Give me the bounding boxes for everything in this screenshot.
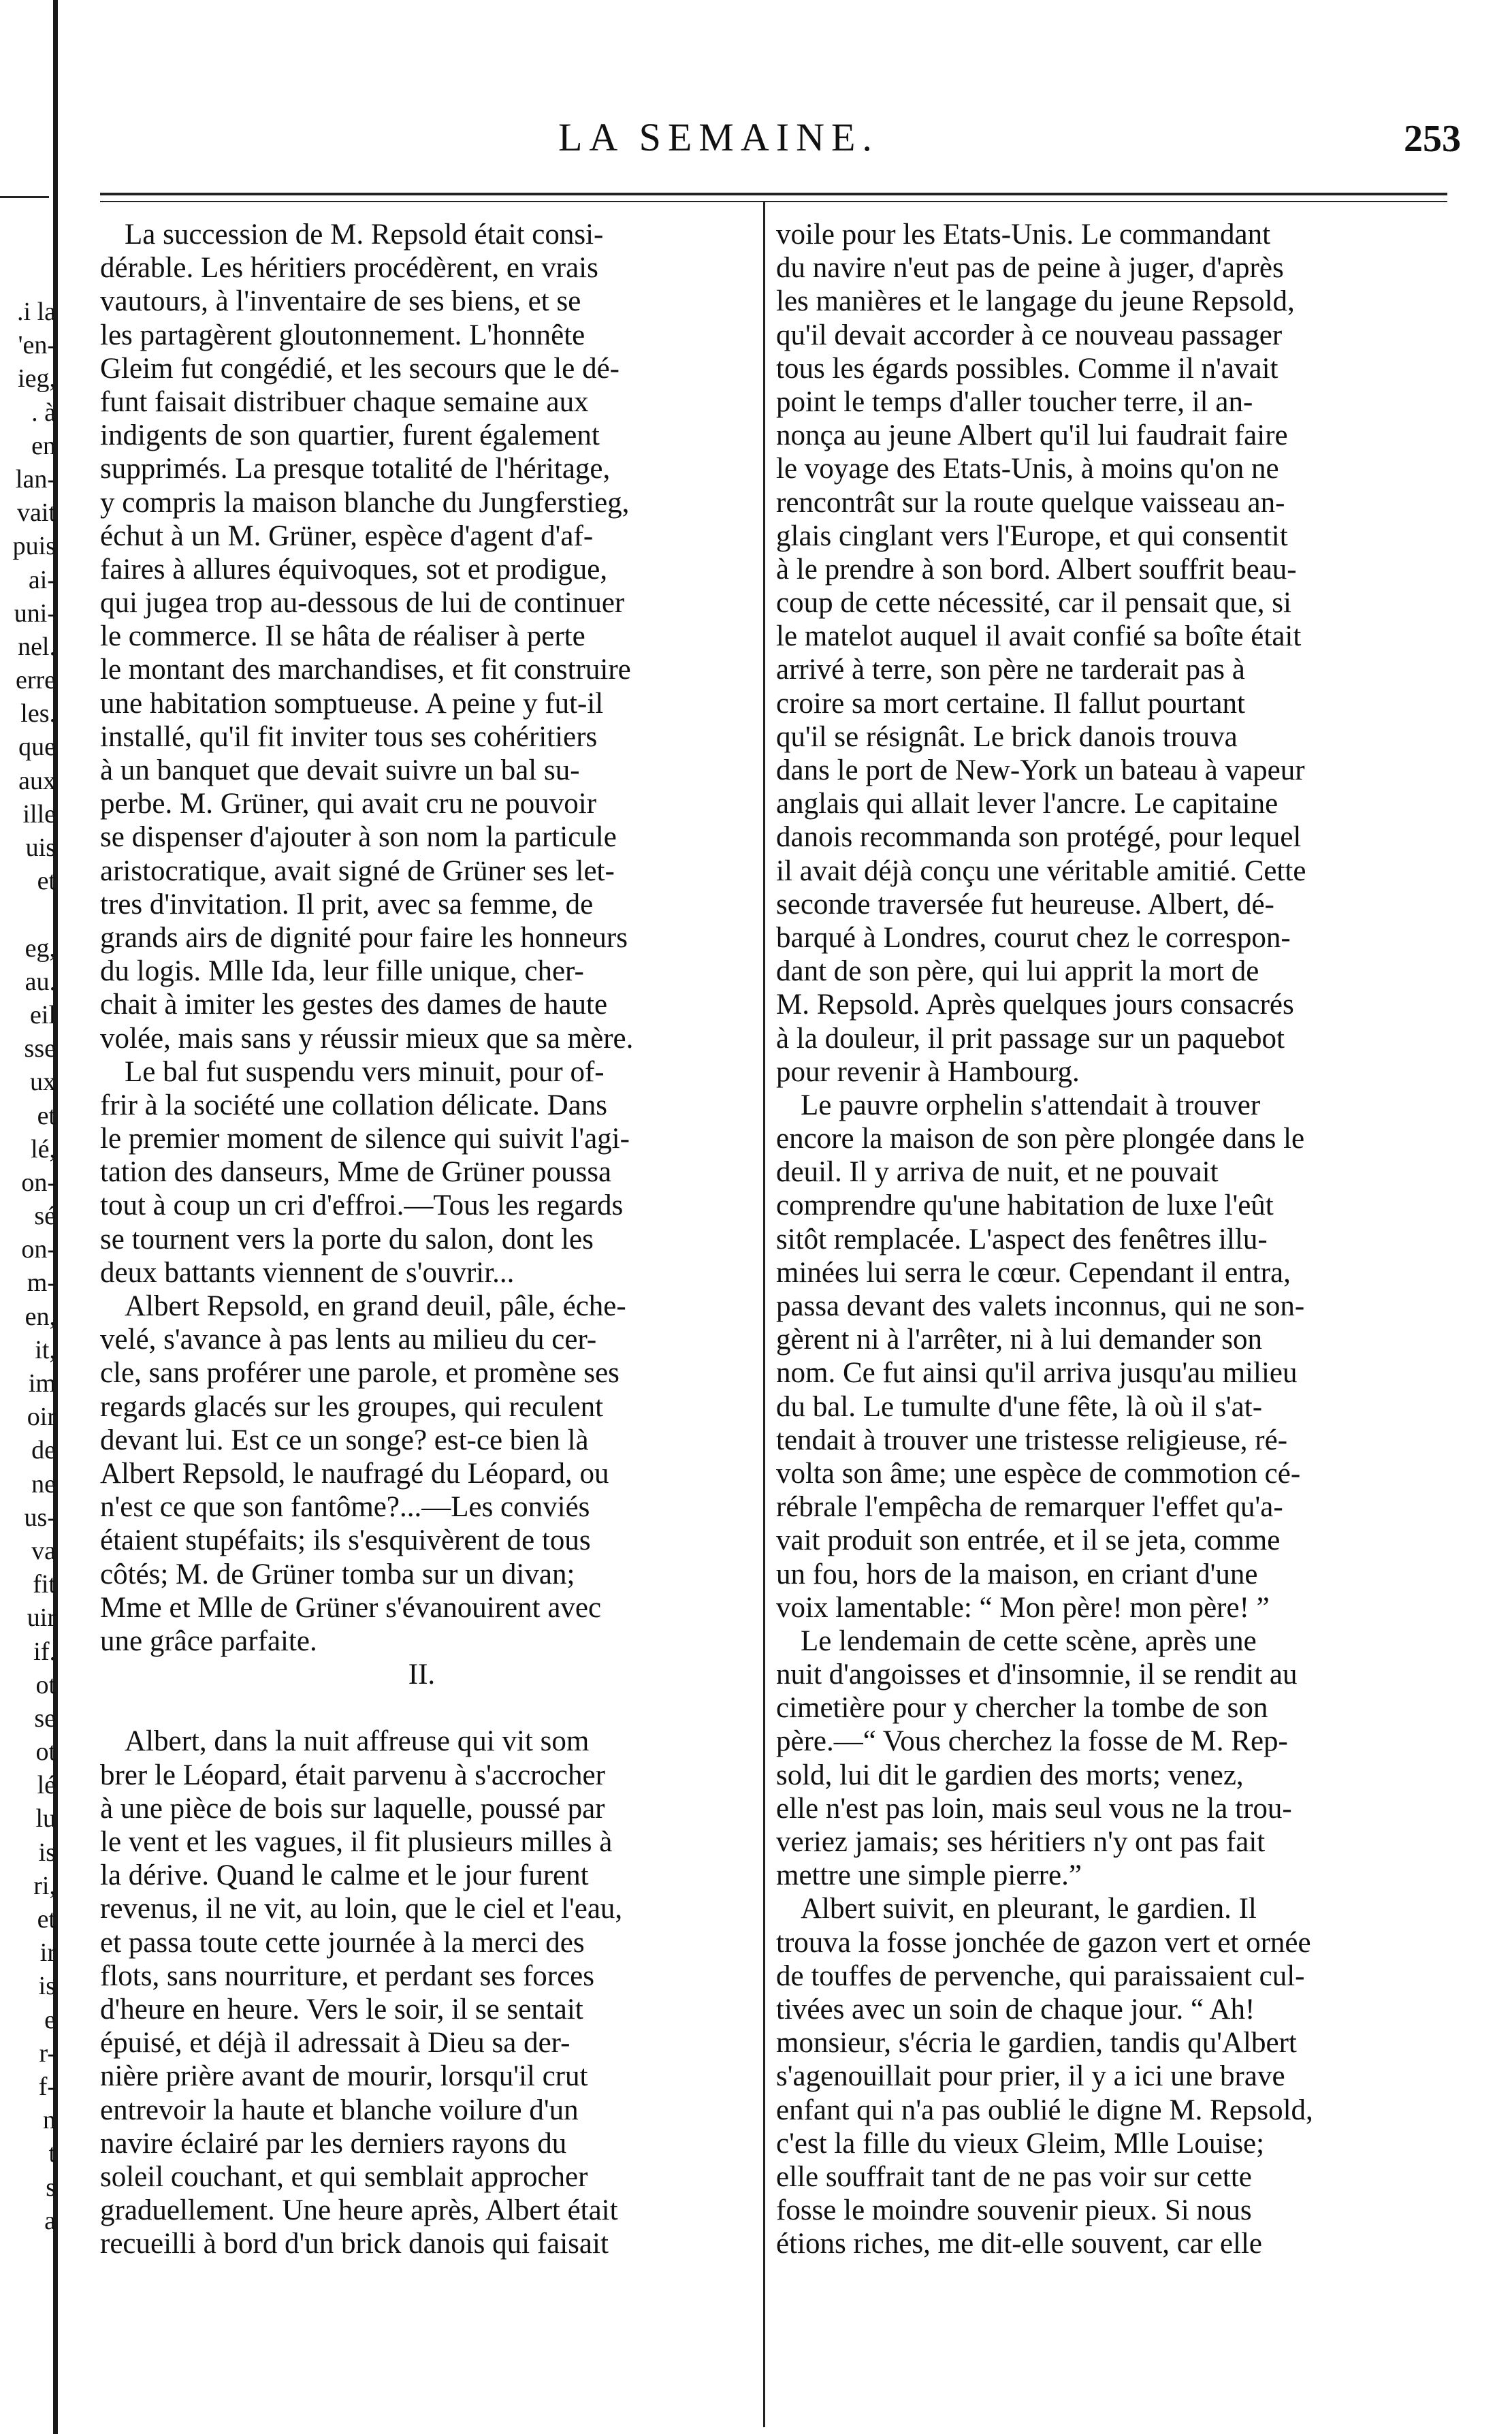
text-line: du navire n'eut pas de peine à juger, d'après xyxy=(776,252,1284,285)
text-line: une grâce parfaite. xyxy=(100,1624,317,1657)
fragment-line: et xyxy=(37,867,56,896)
text-line: dérable. Les héritiers procédèrent, en vrais xyxy=(100,252,598,285)
text-line: Albert Repsold, le naufragé du Léopard, ou xyxy=(100,1457,609,1490)
text-line: arrivé à terre, son père ne tarderait pas à xyxy=(776,654,1245,686)
fragment-line: va xyxy=(31,1536,56,1565)
fragment-line: us- xyxy=(24,1503,56,1532)
text-line: la dérive. Quand le calme et le jour furent xyxy=(100,1859,589,1892)
fragment-line: en xyxy=(31,431,56,460)
text-line: le vent et les vagues, il fit plusieurs milles à xyxy=(100,1826,613,1858)
text-line: indigents de son quartier, furent également xyxy=(100,419,600,452)
text-line: se dispenser d'ajouter à son nom la particule xyxy=(100,821,617,854)
fragment-line: 'en- xyxy=(18,331,56,360)
text-line: trouva la fosse jonchée de gazon vert et ornée xyxy=(776,1926,1311,1959)
text-line: dans le port de New-York un bateau à vapeur xyxy=(776,754,1305,786)
header-rule-bottom xyxy=(100,201,1447,202)
fragment-line: . à xyxy=(31,398,56,427)
text-line: rencontrât sur la route quelque vaisseau an- xyxy=(776,486,1285,519)
text-line: il avait déjà conçu une véritable amitié. Cette xyxy=(776,854,1306,887)
text-line: nuit d'angoisses et d'insomnie, il se rendit au xyxy=(776,1659,1298,1691)
text-line: nom. Ce fut ainsi qu'il arriva jusqu'au milieu xyxy=(776,1357,1298,1390)
text-line: à un banquet que devait suivre un bal su- xyxy=(100,754,580,786)
text-line: comprendre qu'une habitation de luxe l'eût xyxy=(776,1189,1274,1222)
fragment-line: au. xyxy=(25,967,56,996)
text-line: qu'il se résignât. Le brick danois trouva xyxy=(776,720,1238,753)
text-line: M. Repsold. Après quelques jours consacrés xyxy=(776,989,1294,1021)
text-line: rébrale l'empêcha de remarquer l'effet qu'a- xyxy=(776,1491,1283,1524)
fragment-line: oir xyxy=(27,1403,56,1432)
text-line: navire éclairé par les derniers rayons du xyxy=(100,2127,567,2160)
text-line: sitôt remplacée. L'aspect des fenêtres illu- xyxy=(776,1223,1268,1255)
fragment-line: ot xyxy=(35,1738,56,1767)
adjacent-page-fragment xyxy=(0,295,56,2238)
text-line: deux battants viennent de s'ouvrir... xyxy=(100,1256,515,1289)
fragment-line: it, xyxy=(35,1335,56,1364)
text-line: aristocratique, avait signé de Grüner ses let- xyxy=(100,854,615,887)
text-line: vautours, à l'inventaire de ses biens, et se xyxy=(100,285,581,318)
text-line: Gleim fut congédié, et les secours que le dé- xyxy=(100,352,620,385)
text-line: dant de son père, qui lui apprit la mort de xyxy=(776,955,1259,988)
text-line: devant lui. Est ce un songe? est-ce bien là xyxy=(100,1424,589,1456)
text-line: brer le Léopard, était parvenu à s'accrocher xyxy=(100,1759,605,1791)
text-line xyxy=(100,1691,743,1725)
text-line: soleil couchant, et qui semblait approcher xyxy=(100,2160,588,2193)
text-line: le matelot auquel il avait confié sa boîte était xyxy=(776,620,1302,653)
text-line: nière prière avant de mourir, lorsqu'il crut xyxy=(100,2060,588,2093)
text-line: du bal. Le tumulte d'une fête, là où il s'at- xyxy=(776,1390,1263,1423)
text-line: funt faisait distribuer chaque semaine aux xyxy=(100,385,589,418)
text-line: y compris la maison blanche du Jungferstieg, xyxy=(100,486,630,519)
fragment-line: sé xyxy=(34,1202,56,1231)
fragment-line: vait xyxy=(17,498,56,528)
text-line: le premier moment de silence qui suivit l'agi- xyxy=(100,1123,630,1155)
fragment-line: ri, xyxy=(33,1871,56,1900)
text-line: se tournent vers la porte du salon, dont les xyxy=(100,1223,594,1255)
text-line: un fou, hors de la maison, en criant d'une xyxy=(776,1558,1258,1590)
fragment-line: lu xyxy=(35,1804,56,1833)
text-line: Albert, dans la nuit affreuse qui vit som xyxy=(125,1725,590,1758)
text-line: anglais qui allait lever l'ancre. Le capitaine xyxy=(776,788,1278,820)
text-line: passa devant des valets inconnus, qui ne son- xyxy=(776,1290,1305,1322)
left-column xyxy=(100,218,743,2260)
text-line: voile pour les Etats-Unis. Le commandant xyxy=(776,219,1271,251)
text-line: épuisé, et déjà il adressait à Dieu sa der- xyxy=(100,2027,570,2060)
header-rule-top xyxy=(100,193,1447,195)
fragment-line: lan- xyxy=(15,464,56,494)
fragment-line: eg, xyxy=(25,933,56,963)
fragment-line: puis xyxy=(12,532,56,561)
text-line: monsieur, s'écria le gardien, tandis qu'Albert xyxy=(776,2027,1297,2060)
fragment-line: ai- xyxy=(28,565,56,594)
text-line: volta son âme; une espèce de commotion cé- xyxy=(776,1457,1301,1490)
text-line: les partagèrent gloutonnement. L'honnête xyxy=(100,319,585,351)
text-line: frir à la société une collation délicate. Dans xyxy=(100,1089,608,1121)
text-line: à le prendre à son bord. Albert souffrit beau- xyxy=(776,553,1297,586)
column-divider xyxy=(763,201,765,2427)
fragment-line: r- xyxy=(39,2038,56,2068)
fragment-line: lé, xyxy=(31,1134,56,1164)
fragment-line: is xyxy=(38,1972,56,2001)
text-line: étaient stupéfaits; ils s'esquivèrent de tous xyxy=(100,1524,591,1557)
text-line: tous les égards possibles. Comme il n'avait xyxy=(776,352,1278,385)
running-head: LA SEMAINE. xyxy=(558,115,879,159)
text-line: de touffes de pervenche, qui paraissaient cul- xyxy=(776,1959,1305,1992)
text-line: supprimés. La presque totalité de l'héritage, xyxy=(100,453,611,485)
text-line: Le lendemain de cette scène, après une xyxy=(801,1624,1257,1657)
fragment-line: e xyxy=(44,2005,56,2034)
text-line: graduellement. Une heure après, Albert était xyxy=(100,2194,618,2227)
text-line: barqué à Londres, courut chez le correspon- xyxy=(776,921,1291,954)
text-line: encore la maison de son père plongée dans le xyxy=(776,1123,1305,1155)
text-line: étions riches, me dit-elle souvent, car elle xyxy=(776,2228,1263,2260)
fragment-line: im xyxy=(28,1369,56,1398)
text-line: veriez jamais; ses héritiers n'y ont pas fait xyxy=(776,1826,1266,1858)
text-line: grands airs de dignité pour faire les honneurs xyxy=(100,921,628,954)
text-line: du logis. Mlle Ida, leur fille unique, cher- xyxy=(100,955,584,988)
fragment-line: if. xyxy=(33,1637,56,1666)
fragment-line: uir xyxy=(27,1603,56,1633)
fragment-line: s xyxy=(46,2173,56,2202)
text-line: tendait à trouver une tristesse religieuse, ré- xyxy=(776,1424,1288,1456)
fragment-line: lé xyxy=(37,1771,56,1800)
text-line: minées lui serra le cœur. Cependant il entra, xyxy=(776,1256,1291,1289)
text-line: coup de cette nécessité, car il pensait que, si xyxy=(776,587,1291,620)
text-line: échut à un M. Grüner, espèce d'agent d'af- xyxy=(100,519,594,552)
text-line: deuil. Il y arriva de nuit, et ne pouvait xyxy=(776,1156,1219,1189)
fragment-line: et xyxy=(37,1101,56,1130)
fragment-line: on- xyxy=(21,1168,56,1197)
section-heading: II. xyxy=(408,1659,436,1691)
text-line: glais cinglant vers l'Europe, et qui consentit xyxy=(776,519,1288,552)
text-line: le montant des marchandises, et fit construire xyxy=(100,654,631,686)
text-line: Mme et Mlle de Grüner s'évanouirent avec xyxy=(100,1591,602,1624)
text-line: regards glacés sur les groupes, qui reculent xyxy=(100,1390,604,1423)
text-line: tres d'invitation. Il prit, avec sa femme, de xyxy=(100,888,594,920)
fragment-line: ne xyxy=(31,1469,56,1499)
text-line: nonça au jeune Albert qu'il lui faudrait faire xyxy=(776,419,1288,452)
fragment-line: que xyxy=(18,733,56,762)
fragment-line: ux xyxy=(30,1068,56,1097)
page-number: 253 xyxy=(1404,118,1461,160)
text-line: volée, mais sans y réussir mieux que sa mère. xyxy=(100,1022,634,1055)
text-line: elle n'est pas loin, mais seul vous ne la trou- xyxy=(776,1792,1292,1825)
text-line: seconde traversée fut heureuse. Albert, dé- xyxy=(776,888,1274,920)
text-line: tout à coup un cri d'effroi.—Tous les regards xyxy=(100,1189,624,1222)
fragment-line: m- xyxy=(27,1268,56,1298)
text-line: danois recommanda son protégé, pour lequel xyxy=(776,821,1302,854)
fragment-line: sse xyxy=(24,1034,56,1063)
fragment-line: aux xyxy=(18,766,56,795)
fragment-line: fit xyxy=(33,1570,56,1599)
fragment-line: erre xyxy=(15,666,56,695)
adjacent-page-rule xyxy=(0,196,49,198)
fragment-line: les. xyxy=(20,699,56,728)
text-line: mettre une simple pierre.” xyxy=(776,1859,1082,1892)
text-line: à la douleur, il prit passage sur un paquebot xyxy=(776,1022,1285,1055)
fragment-line: .i la xyxy=(17,298,56,326)
text-line: une habitation somptueuse. A peine y fut-il xyxy=(100,687,604,720)
text-line: sold, lui dit le gardien des morts; venez, xyxy=(776,1759,1244,1791)
text-line: voix lamentable: “ Mon père! mon père! ” xyxy=(776,1591,1270,1624)
fragment-line: ille xyxy=(22,799,56,829)
fragment-line: uni- xyxy=(14,598,56,628)
text-line: Le pauvre orphelin s'attendait à trouver xyxy=(801,1089,1261,1121)
text-line: faires à allures équivoques, sot et prodigue, xyxy=(100,553,608,586)
text-line: Albert Repsold, en grand deuil, pâle, éche- xyxy=(125,1290,626,1322)
fragment-line: et xyxy=(37,1905,56,1934)
text-line: Le bal fut suspendu vers minuit, pour of- xyxy=(125,1055,605,1088)
text-line: qu'il devait accorder à ce nouveau passager xyxy=(776,319,1283,351)
text-line: n'est ce que son fantôme?...—Les conviés xyxy=(100,1491,590,1524)
text-line: s'agenouillait pour prier, il y a ici une brave xyxy=(776,2060,1285,2093)
text-line: qui jugea trop au-dessous de lui de continuer xyxy=(100,587,625,620)
text-line: chait à imiter les gestes des dames de haute xyxy=(100,989,608,1021)
fragment-line: is xyxy=(38,1838,56,1867)
text-line: à une pièce de bois sur laquelle, poussé par xyxy=(100,1792,605,1825)
text-line: entrevoir la haute et blanche voilure d'un xyxy=(100,2094,579,2126)
text-line: revenus, il ne vit, au loin, que le ciel et l'eau, xyxy=(100,1893,623,1925)
fragment-line: n xyxy=(43,2106,56,2135)
text-line: côtés; M. de Grüner tomba sur un divan; xyxy=(100,1558,575,1590)
text-line: velé, s'avance à pas lents au milieu du cer- xyxy=(100,1324,597,1356)
text-line: fosse le moindre souvenir pieux. Si nous xyxy=(776,2194,1252,2227)
text-line: cimetière pour y chercher la tombe de son xyxy=(776,1692,1268,1725)
text-line: La succession de M. Repsold était consi- xyxy=(125,219,604,251)
text-line: flots, sans nourriture, et perdant ses forces xyxy=(100,1959,595,1992)
fragment-line: a xyxy=(44,2206,56,2235)
text-line: le voyage des Etats-Unis, à moins qu'on ne xyxy=(776,453,1279,485)
text-line: recueilli à bord d'un brick danois qui faisait xyxy=(100,2228,609,2260)
text-line: c'est la fille du vieux Gleim, Mlle Louise; xyxy=(776,2127,1265,2160)
text-line: Albert suivit, en pleurant, le gardien. Il xyxy=(801,1893,1257,1925)
text-line: vait produit son entrée, et il se jeta, comme xyxy=(776,1524,1281,1557)
text-line: père.—“ Vous cherchez la fosse de M. Rep- xyxy=(776,1725,1288,1758)
text-line: tivées avec un soin de chaque jour. “ Ah! xyxy=(776,1993,1255,2025)
text-line: cle, sans proférer une parole, et promène ses xyxy=(100,1357,620,1390)
fragment-line xyxy=(0,898,56,931)
text-line: pour revenir à Hambourg. xyxy=(776,1055,1080,1088)
text-line: d'heure en heure. Vers le soir, il se sentait xyxy=(100,1993,583,2025)
fragment-line: eil xyxy=(30,1000,56,1029)
fragment-line: nel. xyxy=(18,632,56,661)
text-line: gèrent ni à l'arrêter, ni à lui demander son xyxy=(776,1324,1263,1356)
fragment-line: ir xyxy=(39,1938,56,1968)
fragment-line: de xyxy=(31,1436,56,1465)
right-column xyxy=(776,218,1447,2260)
fragment-line: se xyxy=(34,1703,56,1733)
fragment-line: uis xyxy=(25,833,56,862)
text-line: les manières et le langage du jeune Repsold, xyxy=(776,285,1295,318)
fragment-line: ieg, xyxy=(18,364,56,394)
fragment-line: f- xyxy=(38,2072,56,2101)
fragment-line: on- xyxy=(21,1235,56,1264)
text-line: enfant qui n'a pas oublié le digne M. Repsold, xyxy=(776,2094,1313,2126)
text-line: tation des danseurs, Mme de Grüner poussa xyxy=(100,1156,612,1189)
text-line: et passa toute cette journée à la merci des xyxy=(100,1926,585,1959)
text-line: perbe. M. Grüner, qui avait cru ne pouvoir xyxy=(100,788,597,820)
text-line: croire sa mort certaine. Il fallut pourtant xyxy=(776,687,1245,720)
fragment-line: ot xyxy=(35,1670,56,1699)
text-line: le commerce. Il se hâta de réaliser à perte xyxy=(100,620,585,653)
text-line: installé, qu'il fit inviter tous ses cohéritiers xyxy=(100,720,598,753)
fragment-line: en, xyxy=(25,1302,56,1331)
text-line: point le temps d'aller toucher terre, il an- xyxy=(776,385,1253,418)
fragment-line: t xyxy=(48,2139,56,2168)
text-line: elle souffrait tant de ne pas voir sur cette xyxy=(776,2160,1252,2193)
